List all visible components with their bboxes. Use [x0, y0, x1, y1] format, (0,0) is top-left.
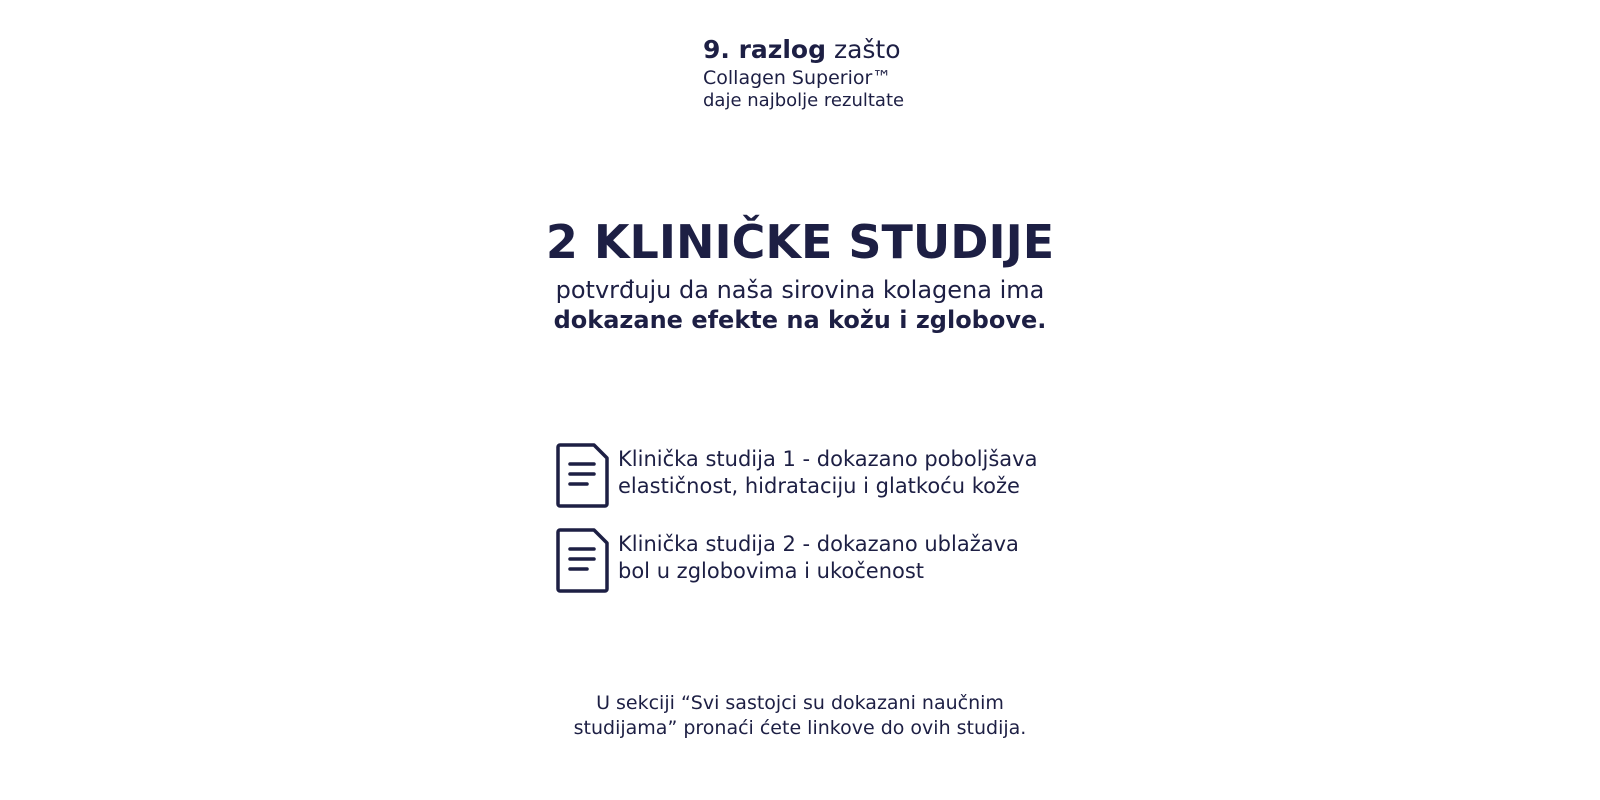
subline-bold: dokazane efekte na kožu i zglobove.: [553, 306, 1047, 334]
reason-tagline: daje najbolje rezultate: [703, 90, 905, 111]
subline-regular: potvrđuju da naša sirovina kolagena ima: [555, 276, 1045, 304]
study-item-1: [556, 442, 1037, 508]
study-text: [618, 531, 1019, 585]
study-item-2: [556, 527, 1019, 593]
footer-line-1: U sekciji “Svi sastojci su dokazani naučnim: [596, 692, 1004, 714]
document-icon: [556, 527, 610, 593]
page-headline: 2 KLINIČKE STUDIJE: [545, 215, 1055, 269]
study-line-2: elastičnost, hidrataciju i glatkoću kože: [618, 474, 1020, 498]
reason-title: [703, 34, 963, 66]
study-line-1: Klinička studija 2 - dokazano ublažava: [618, 532, 1019, 556]
study-text: [618, 446, 1037, 500]
reason-word: zašto: [826, 35, 901, 64]
study-line-1: Klinička studija 1 - dokazano poboljšava: [618, 447, 1038, 471]
document-icon: [556, 442, 610, 508]
reason-number: 9. razlog: [703, 35, 826, 64]
reason-header: [703, 34, 963, 112]
study-line-2: bol u zglobovima i ukočenost: [618, 559, 925, 583]
footer-line-2: studijama” pronaći ćete linkove do ovih studija.: [573, 717, 1027, 739]
footer-note: [0, 691, 1600, 741]
product-name: Collagen Superior™: [703, 67, 892, 89]
